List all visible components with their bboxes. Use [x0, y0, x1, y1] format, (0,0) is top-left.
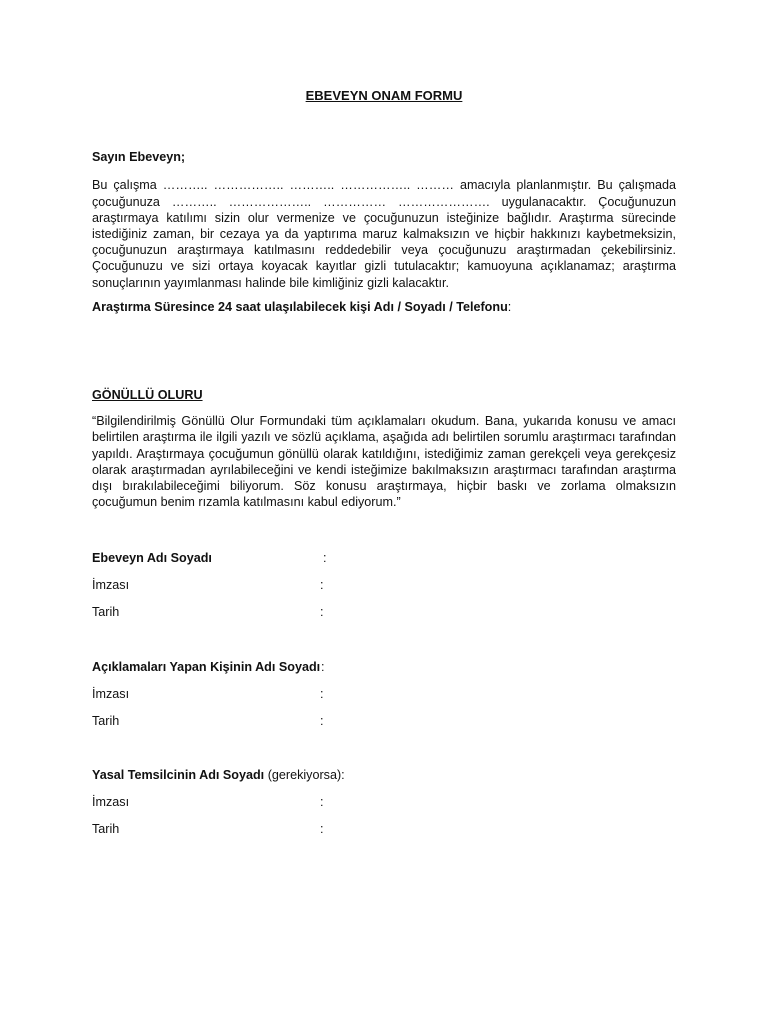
guardian-date-colon: :: [320, 822, 324, 837]
explainer-date-label: Tarih: [92, 714, 120, 729]
form-title: EBEVEYN ONAM FORMU: [305, 88, 463, 103]
parent-name-row: [92, 550, 676, 566]
guardian-name-label: [92, 767, 345, 783]
explainer-signature-row: [92, 686, 676, 702]
parent-signature-row: [92, 577, 676, 593]
guardian-signature-colon: :: [320, 795, 324, 810]
guardian-date-label: Tarih: [92, 822, 120, 837]
guardian-name-text: Yasal Temsilcinin Adı Soyadı: [92, 768, 265, 783]
guardian-name-row: [92, 767, 676, 783]
explainer-signature-label: İmzası: [92, 687, 130, 702]
parent-date-colon: :: [320, 605, 324, 620]
parent-signature-label: İmzası: [92, 578, 130, 593]
parent-date-label: Tarih: [92, 605, 120, 620]
explainer-section: [92, 659, 676, 729]
explainer-signature-colon: :: [320, 687, 324, 702]
guardian-section: [92, 767, 676, 837]
contact-colon: :: [507, 299, 512, 314]
explainer-date-row: [92, 713, 676, 729]
volunteer-statement: “Bilgilendirilmiş Gönüllü Olur Formundaki tüm açıklamaları okudum. Bana, yukarıda konusu ve amacı belirtilen araştırma ile ilgili yazılı ve sözlü açıklama, aşağıda adı belirtilen sorumlu araştırmacı tarafından yapıldı. Araştırmaya çocuğumun gönüllü olarak katıldığını, istediğimiz zaman gerekçeli veya gerekçesiz olarak araştırmadan ayrılabileceğini ve kendi isteğimize bakılmaksızın araştırmacı tarafından araştırma dışı bırakılabileceğimi biliyorum. Söz konusu araştırmaya, hiçbir baskı ve zorlama olmaksızın çocuğumun benim rızamla katılmasını kabul ediyorum.”: [92, 414, 676, 510]
guardian-signature-row: [92, 794, 676, 810]
parent-date-row: [92, 604, 676, 620]
parent-name-colon: :: [323, 551, 327, 566]
volunteer-title: GÖNÜLLÜ OLURU: [92, 388, 203, 403]
contact-label: Araştırma Süresince 24 saat ulaşılabilecek kişi Adı / Soyadı / Telefonu: [92, 299, 508, 314]
explainer-date-colon: :: [320, 714, 324, 729]
parent-name-label: Ebeveyn Adı Soyadı: [92, 551, 212, 566]
guardian-name-note: (gerekiyorsa): [267, 768, 342, 783]
intro-paragraph: Bu çalışma ……….. …………….. ……….. …………….. ……… amacıyla planlanmıştır. Bu çalışmada çocuğunuza ……….. ……………….. …………… …………………. uygulanacaktır. Çocuğunuzun araştırmaya katılımı sizin olur vermenize ve çocuğunuzun isteğinize bağlıdır. Araştırma sürecinde istediğiniz zaman, bir cezaya ya da yaptırıma maruz kalmaksızın ve hiçbir hakkınızı kaybetmeksizin, çocuğunuzun araştırmaya katılmasını reddedebilir veya çocuğunuzu araştırmadan çekebilirsiniz. Çocuğunuzu ve sizi ortaya koyacak kayıtlar gizli tutulacaktır; kamuoyuna açıklanamaz; araştırma sonuçlarının yayımlanması halinde bile kimliğiniz gizli kalacaktır.: [92, 178, 676, 290]
parent-signature-colon: :: [320, 578, 324, 593]
explainer-name-label: Açıklamaları Yapan Kişinin Adı Soyadı: [92, 660, 321, 675]
parent-section: [92, 550, 676, 620]
document-content: [92, 88, 676, 837]
contact-line: [92, 299, 676, 315]
explainer-name-row: [92, 659, 676, 675]
guardian-date-row: [92, 821, 676, 837]
greeting: Sayın Ebeveyn;: [92, 150, 186, 165]
guardian-name-colon: :: [341, 768, 345, 783]
guardian-signature-label: İmzası: [92, 795, 130, 810]
explainer-name-colon: :: [321, 660, 325, 675]
